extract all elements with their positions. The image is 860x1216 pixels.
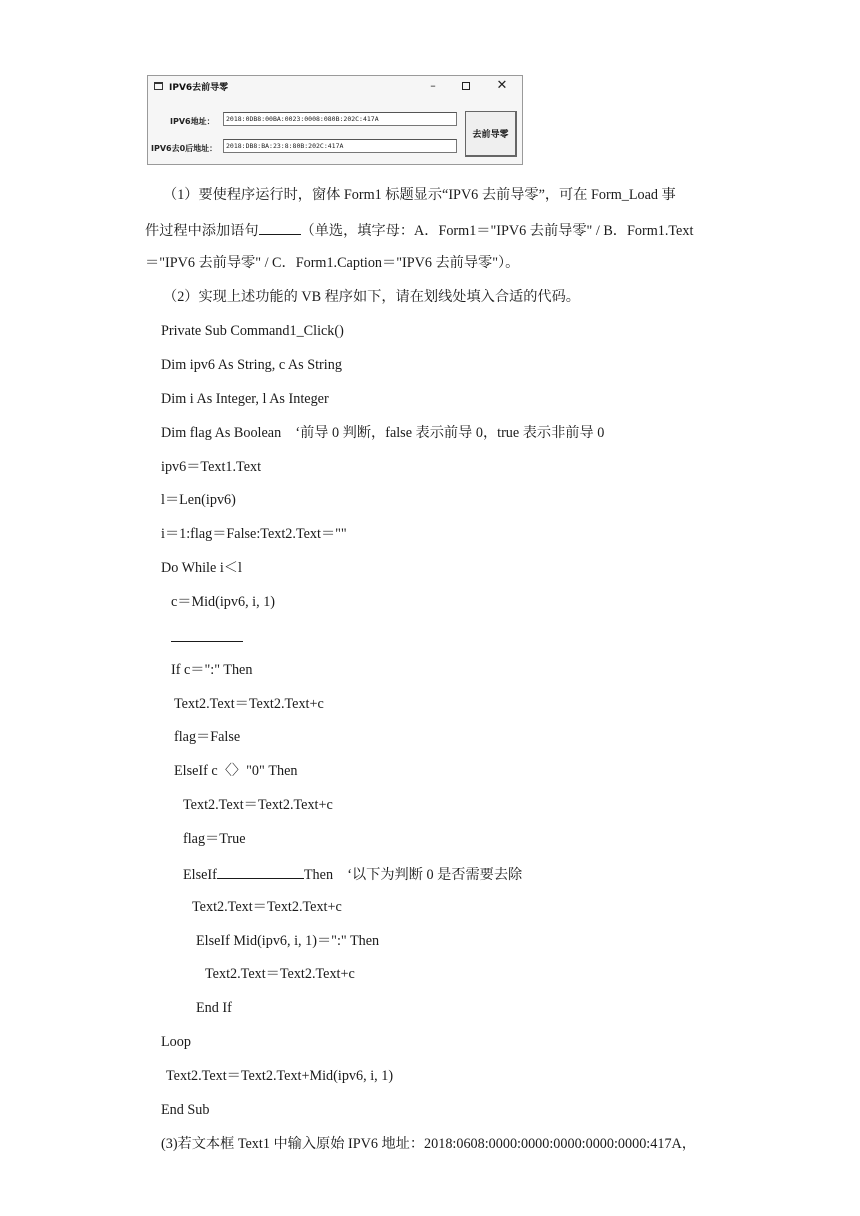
code-line: Private Sub Command1_Click() xyxy=(161,323,344,339)
code-line: Dim ipv6 As String, c As String xyxy=(161,357,342,373)
code-line: Dim flag As Boolean ‘前导 0 判断，false 表示前导 0，true 表示非前导 0 xyxy=(161,425,605,441)
q1-line-1: （1）要使程序运行时，窗体 Form1 标题显示“IPV6 去前导零”，可在 Form_Load 事 xyxy=(163,187,676,203)
code-line: flag＝False xyxy=(174,729,241,745)
code-line: Dim i As Integer, l As Integer xyxy=(161,391,329,407)
code-line: End Sub xyxy=(161,1102,210,1118)
maximize-icon[interactable] xyxy=(457,78,475,94)
q1-line-2-a: 件过程中添加语句 xyxy=(145,223,259,239)
code-line: Text2.Text＝Text2.Text+c xyxy=(205,966,355,982)
q2-line: （2）实现上述功能的 VB 程序如下，请在划线处填入合适的代码。 xyxy=(163,289,580,305)
code-line: Loop xyxy=(161,1034,191,1050)
code-line: ElseIf c〈〉"0" Then xyxy=(174,763,298,779)
remove-leading-zero-button[interactable]: 去前导零 xyxy=(465,111,517,157)
code-line: c＝Mid(ipv6, i, 1) xyxy=(171,594,276,610)
q3-line: (3)若文本框 Text1 中输入原始 IPV6 地址：2018:0608:0000:0000:0000:0000:0000:417A， xyxy=(161,1136,696,1152)
code-line: End If xyxy=(196,1000,232,1016)
close-icon[interactable]: ✕ xyxy=(496,78,508,93)
text2-result-output[interactable]: 2018:DB8:BA:23:8:80B:202C:417A xyxy=(223,139,457,153)
code-elseif-keyword: ElseIf xyxy=(183,867,217,883)
result-address-label: IPV6去0后地址： xyxy=(151,144,218,153)
ipv6-address-label: IPV6地址： xyxy=(170,117,215,126)
code-line: ipv6＝Text1.Text xyxy=(161,459,262,475)
code-line: Text2.Text＝Text2.Text+c xyxy=(174,696,324,712)
code-line xyxy=(183,864,522,884)
code-line: l＝Len(ipv6) xyxy=(161,492,236,508)
code-line: Text2.Text＝Text2.Text+c xyxy=(183,797,333,813)
vb-form-title: IPV6去前导零 xyxy=(169,83,229,93)
app-window-icon xyxy=(154,82,163,90)
vb-form-titlebar xyxy=(148,76,522,98)
code-line: Text2.Text＝Text2.Text+c xyxy=(192,899,342,915)
minimize-icon[interactable]: – xyxy=(430,79,436,92)
answer-blank-2 xyxy=(171,627,243,647)
q1-line-2-b: （单选，填字母：A．Form1＝"IPV6 去前导零" / B．Form1.Text xyxy=(300,223,694,239)
code-line: ElseIf Mid(ipv6, i, 1)＝":" Then xyxy=(196,933,380,949)
text1-ipv6-input[interactable]: 2018:0DB8:00BA:0023:0008:080B:202C:417A xyxy=(223,112,457,126)
vb-form-window xyxy=(147,75,523,165)
code-line: flag＝True xyxy=(183,831,246,847)
code-line: Text2.Text＝Text2.Text+Mid(ipv6, i, 1) xyxy=(166,1068,394,1084)
code-line: i＝1:flag＝False:Text2.Text＝"" xyxy=(161,526,347,542)
answer-blank-1 xyxy=(259,220,301,235)
code-line: Do While i＜l xyxy=(161,560,242,576)
code-line: If c＝":" Then xyxy=(171,662,253,678)
q1-line-3: ＝"IPV6 去前导零" / C．Form1.Caption＝"IPV6 去前导零"）。 xyxy=(145,255,520,271)
code-then-comment: Then ‘以下为判断 0 是否需要去除 xyxy=(303,867,523,883)
q1-line-2 xyxy=(145,220,693,240)
answer-blank-3 xyxy=(217,864,304,879)
